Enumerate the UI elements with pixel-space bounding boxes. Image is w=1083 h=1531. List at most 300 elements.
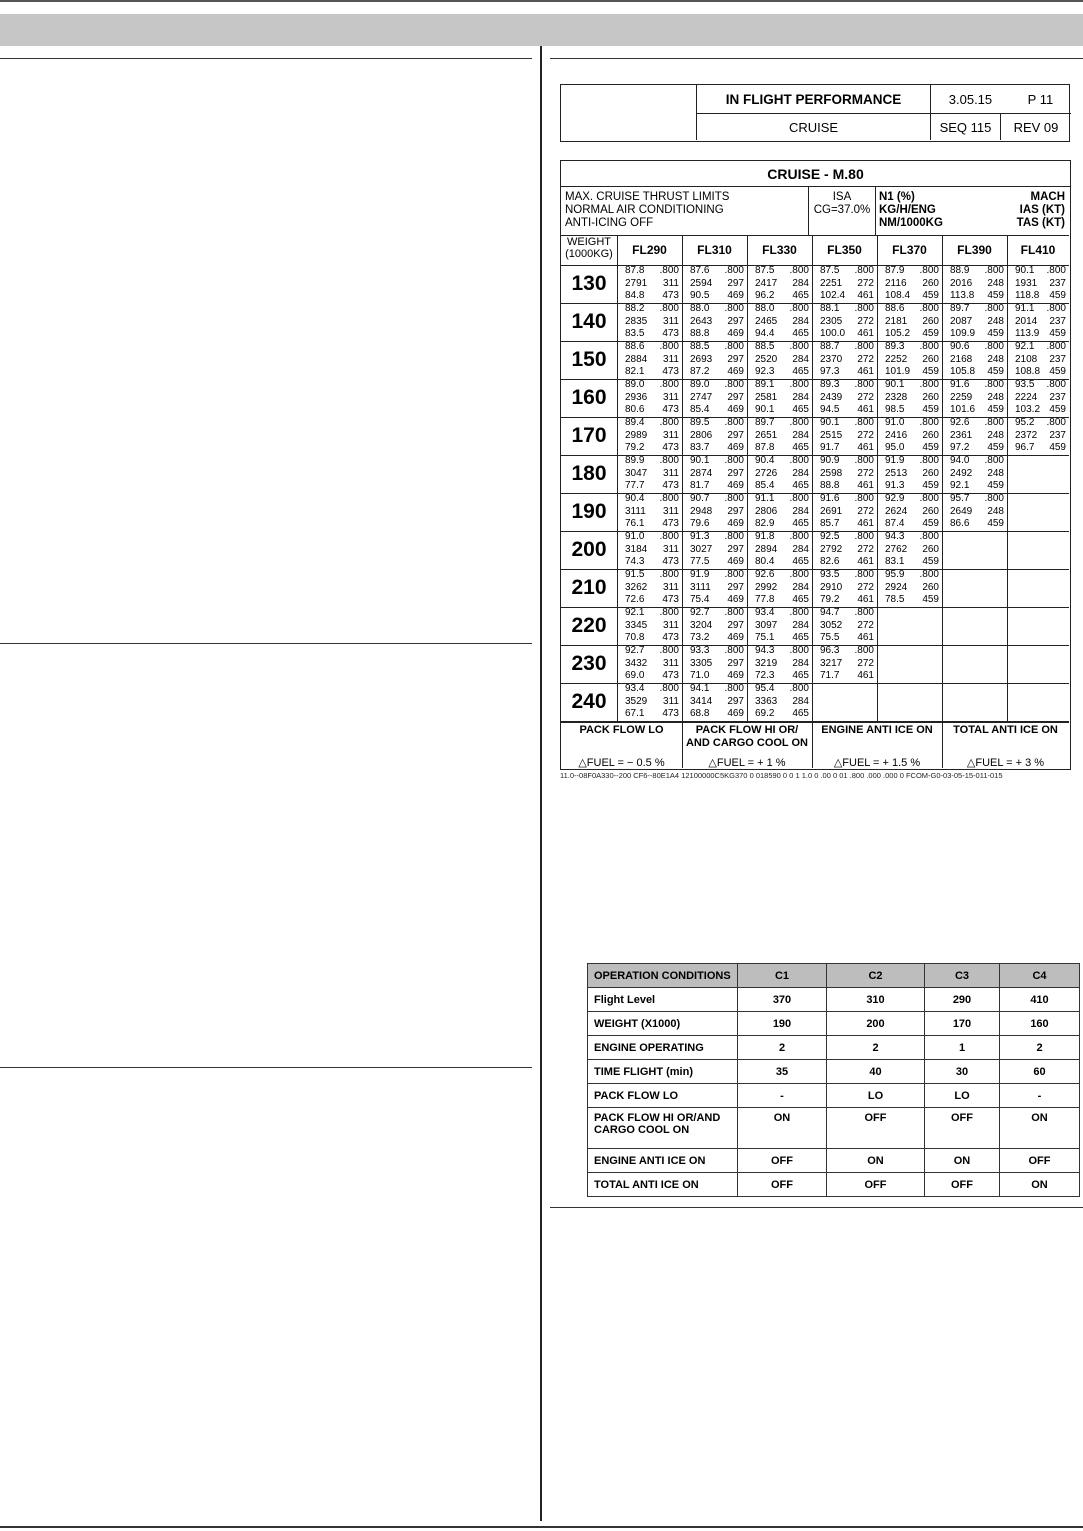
cell-value-right: .800	[789, 379, 809, 390]
op-row-value: ON	[1000, 1173, 1080, 1197]
cell-value-left: 91.7	[820, 442, 840, 454]
performance-cell-line	[690, 683, 744, 696]
performance-cell-line	[885, 278, 939, 291]
performance-cell-line	[625, 290, 679, 303]
cell-value-right: .800	[789, 607, 809, 618]
cell-value-right: 459	[922, 518, 939, 530]
performance-cell-line	[820, 303, 874, 316]
performance-cell-line	[1015, 379, 1066, 392]
cell-value-right: 297	[727, 353, 744, 365]
performance-cell-line	[690, 265, 744, 278]
cell-value-left: 102.4	[820, 290, 846, 302]
cell-value-left: 101.6	[950, 404, 976, 416]
cell-value-left: 96.3	[820, 645, 840, 656]
cell-value-right: 461	[857, 518, 874, 530]
cell-value-left: 2513	[885, 467, 908, 479]
condition-line: NORMAL AIR CONDITIONING	[565, 204, 724, 216]
performance-cell-line	[820, 366, 874, 379]
legend-mach: MACH	[1030, 191, 1065, 203]
weight-value: 230	[571, 652, 607, 675]
cell-value-left: 3345	[625, 619, 648, 631]
cell-value-left: 93.4	[755, 607, 775, 618]
cell-value-left: 89.7	[755, 417, 775, 428]
performance-cell-line	[885, 569, 939, 582]
performance-cell-line	[885, 392, 939, 405]
cell-value-right: 465	[792, 632, 809, 644]
right-rule-2	[550, 1207, 1083, 1208]
cell-value-left: 100.0	[820, 328, 846, 340]
performance-cell-line	[885, 594, 939, 607]
performance-cell	[1007, 341, 1069, 379]
performance-cell	[1007, 265, 1069, 303]
cell-value-left: 2806	[690, 429, 713, 441]
cell-value-right: .800	[659, 493, 679, 504]
cell-value-right: 465	[792, 442, 809, 454]
performance-cell-line	[755, 404, 809, 417]
performance-cell-line	[625, 392, 679, 405]
cell-value-right: .800	[1046, 341, 1066, 352]
performance-cell	[942, 531, 1007, 569]
performance-cell-line	[820, 582, 874, 595]
cell-value-right: .800	[854, 455, 874, 466]
cell-value-left: 3047	[625, 467, 648, 479]
performance-cell-line	[690, 366, 744, 379]
cell-value-left: 94.5	[820, 404, 840, 416]
cell-value-left: 2726	[755, 467, 778, 479]
op-row-value: 370	[738, 988, 827, 1012]
cell-value-left: 2465	[755, 315, 778, 327]
performance-cell-line	[820, 379, 874, 392]
performance-cell-line	[820, 594, 874, 607]
right-rule-1	[550, 58, 1083, 59]
performance-cell-line	[690, 607, 744, 620]
performance-cell-line	[820, 417, 874, 430]
legend-ias: IAS (KT)	[1019, 204, 1065, 216]
cell-value-left: 89.7	[950, 303, 970, 314]
cell-value-right: 284	[792, 277, 809, 289]
cell-value-right: 459	[987, 366, 1004, 378]
cell-value-left: 2792	[820, 543, 843, 555]
cell-value-right: 260	[922, 467, 939, 479]
performance-cell-line	[950, 354, 1004, 367]
cell-value-left: 3027	[690, 543, 713, 555]
performance-cell-line	[755, 544, 809, 557]
cell-value-right: 459	[987, 290, 1004, 302]
cell-value-left: 89.5	[690, 417, 710, 428]
cell-value-left: 90.1	[820, 417, 840, 428]
weight-value: 170	[571, 424, 607, 447]
cell-value-left: 80.4	[755, 556, 775, 568]
cell-value-left: 87.6	[690, 265, 710, 276]
cell-value-right: 248	[987, 505, 1004, 517]
performance-cell-line	[690, 518, 744, 531]
cell-value-left: 88.2	[625, 303, 645, 314]
cell-value-right: .800	[724, 417, 744, 428]
cell-value-left: 101.9	[885, 366, 911, 378]
op-row-value: 2	[1000, 1036, 1080, 1060]
performance-cell-line	[625, 569, 679, 582]
performance-cell-line	[755, 442, 809, 455]
performance-cell-line	[885, 341, 939, 354]
performance-cell	[747, 455, 812, 493]
op-row-label: PACK FLOW HI OR/AND CARGO COOL ON	[588, 1108, 738, 1149]
performance-cell-line	[690, 468, 744, 481]
fuel-correction-cell	[812, 724, 942, 768]
cell-value-right: 248	[987, 429, 1004, 441]
cell-value-left: 3262	[625, 581, 648, 593]
performance-cell	[812, 379, 877, 417]
cell-value-right: .800	[724, 569, 744, 580]
grid-line-h	[561, 721, 1069, 723]
cell-value-right: 469	[727, 556, 744, 568]
cell-value-right: 473	[662, 480, 679, 492]
performance-cell-line	[950, 442, 1004, 455]
cell-value-left: 2884	[625, 353, 648, 365]
cell-value-left: 71.0	[690, 670, 710, 682]
flight-level-header: FL290	[632, 243, 667, 257]
cell-value-left: 2251	[820, 277, 843, 289]
fuel-correction-value: △FUEL = − 0.5 %	[578, 757, 665, 769]
performance-cell-line	[1015, 404, 1066, 417]
legend-specific-range: NM/1000KG	[879, 217, 943, 229]
cell-value-right: 461	[857, 480, 874, 492]
performance-cell	[877, 265, 942, 303]
legend-n1: N1 (%)	[879, 191, 915, 203]
cell-value-left: 87.4	[885, 518, 905, 530]
cell-value-right: 459	[922, 594, 939, 606]
cell-value-left: 103.2	[1015, 404, 1041, 416]
performance-cell-line	[625, 354, 679, 367]
cell-value-left: 105.8	[950, 366, 976, 378]
cell-value-right: 465	[792, 594, 809, 606]
performance-cell-line	[690, 645, 744, 658]
op-row-value: 170	[925, 1012, 1000, 1036]
cruise-conditions	[565, 191, 729, 230]
cell-value-right: .800	[659, 683, 679, 694]
cell-value-right: .800	[919, 569, 939, 580]
header-ref: 3.05.15	[948, 91, 993, 107]
cell-value-left: 2874	[690, 467, 713, 479]
cell-value-right: .800	[854, 341, 874, 352]
performance-cell	[617, 303, 682, 341]
cell-value-left: 90.7	[690, 493, 710, 504]
performance-cell	[1007, 569, 1069, 607]
cell-value-right: 465	[792, 556, 809, 568]
cell-value-right: 469	[727, 594, 744, 606]
cell-value-left: 92.6	[950, 417, 970, 428]
cell-value-right: 469	[727, 404, 744, 416]
performance-cell-line	[755, 392, 809, 405]
cell-value-right: 473	[662, 632, 679, 644]
cell-value-right: 461	[857, 290, 874, 302]
fuel-correction-value: △FUEL = + 3 %	[966, 757, 1045, 769]
cell-value-left: 2224	[1015, 391, 1038, 403]
cell-value-right: 297	[727, 657, 744, 669]
cell-value-left: 80.6	[625, 404, 645, 416]
performance-cell-line	[1015, 278, 1066, 291]
cell-value-right: 272	[857, 505, 874, 517]
performance-cell	[747, 303, 812, 341]
cell-value-left: 93.4	[625, 683, 645, 694]
cell-value-right: 272	[857, 429, 874, 441]
performance-cell-line	[950, 493, 1004, 506]
performance-cell	[812, 645, 877, 683]
performance-cell-line	[885, 531, 939, 544]
op-row-value: LO	[827, 1084, 925, 1108]
cell-value-left: 3204	[690, 619, 713, 631]
performance-cell-line	[755, 468, 809, 481]
performance-cell-line	[1015, 430, 1066, 443]
isa-label: ISA	[832, 191, 852, 203]
op-row-value: 2	[738, 1036, 827, 1060]
cell-value-right: 297	[727, 543, 744, 555]
cell-value-right: .800	[1046, 417, 1066, 428]
legend-left	[879, 191, 943, 230]
performance-cell	[1007, 683, 1069, 721]
cell-value-right: .800	[919, 303, 939, 314]
left-rule-2	[0, 643, 532, 644]
cell-value-left: 88.7	[820, 341, 840, 352]
cell-value-left: 72.6	[625, 594, 645, 606]
op-row-label: PACK FLOW LO	[588, 1084, 738, 1108]
performance-cell-line	[885, 468, 939, 481]
weight-value: 130	[571, 272, 607, 295]
cell-value-left: 88.1	[820, 303, 840, 314]
performance-cell-line	[625, 328, 679, 341]
op-header-case: C2	[827, 964, 925, 988]
cell-value-left: 118.8	[1015, 290, 1040, 302]
cell-value-right: .800	[919, 265, 939, 276]
performance-cell-line	[950, 518, 1004, 531]
performance-cell-line	[820, 328, 874, 341]
performance-cell-line	[690, 594, 744, 607]
performance-cell	[682, 303, 747, 341]
performance-cell	[942, 645, 1007, 683]
performance-cell-line	[625, 316, 679, 329]
op-row-value: 40	[827, 1060, 925, 1084]
cell-value-right: 461	[857, 404, 874, 416]
performance-cell	[1007, 379, 1069, 417]
cell-value-right: .800	[854, 379, 874, 390]
op-row-value: ON	[738, 1108, 827, 1149]
performance-cell-line	[950, 328, 1004, 341]
performance-cell	[1007, 645, 1069, 683]
performance-cell-line	[820, 442, 874, 455]
performance-cell	[1007, 531, 1069, 569]
performance-cell-line	[690, 354, 744, 367]
operation-conditions-table	[587, 963, 1080, 1197]
performance-cell-line	[755, 430, 809, 443]
cell-value-left: 88.6	[625, 341, 645, 352]
performance-cell	[942, 493, 1007, 531]
performance-cell-line	[950, 480, 1004, 493]
cell-value-right: .800	[659, 455, 679, 466]
performance-cell-line	[885, 506, 939, 519]
cell-value-left: 92.7	[690, 607, 710, 618]
cell-value-right: .800	[919, 417, 939, 428]
cell-value-left: 2108	[1015, 353, 1038, 365]
cell-value-right: 473	[662, 670, 679, 682]
cell-value-right: 459	[922, 290, 939, 302]
fuel-correction-value: △FUEL = + 1 %	[708, 757, 786, 769]
cell-value-left: 75.1	[755, 632, 775, 644]
cell-value-left: 84.8	[625, 290, 645, 302]
performance-cell-line	[690, 658, 744, 671]
performance-cell	[682, 417, 747, 455]
performance-cell-line	[820, 493, 874, 506]
cell-value-left: 78.5	[885, 594, 905, 606]
performance-cell-line	[755, 328, 809, 341]
cell-value-right: 248	[987, 353, 1004, 365]
performance-cell-line	[690, 392, 744, 405]
cell-value-left: 3111	[690, 581, 711, 593]
performance-cell-line	[690, 708, 744, 721]
weight-value: 190	[571, 500, 607, 523]
performance-cell	[812, 265, 877, 303]
performance-cell-line	[885, 582, 939, 595]
performance-cell-line	[885, 328, 939, 341]
cell-value-left: 2439	[820, 391, 843, 403]
cell-value-right: .800	[724, 645, 744, 656]
cell-value-right: 465	[792, 404, 809, 416]
cell-value-right: 284	[792, 353, 809, 365]
cell-value-left: 91.6	[950, 379, 970, 390]
cell-value-right: .800	[724, 607, 744, 618]
cell-value-left: 69.0	[625, 670, 645, 682]
performance-cell-line	[625, 582, 679, 595]
performance-cell-line	[625, 417, 679, 430]
performance-cell-line	[1015, 303, 1066, 316]
cell-value-left: 91.6	[820, 493, 840, 504]
cell-value-right: 260	[922, 543, 939, 555]
cell-value-right: 461	[857, 670, 874, 682]
performance-cell-line	[820, 278, 874, 291]
performance-cell-line	[1015, 354, 1066, 367]
cell-value-left: 93.5	[820, 569, 840, 580]
performance-cell-line	[1015, 442, 1066, 455]
cell-value-left: 2492	[950, 467, 973, 479]
performance-cell	[617, 341, 682, 379]
performance-cell-line	[625, 531, 679, 544]
performance-cell-line	[755, 708, 809, 721]
cell-value-left: 2992	[755, 581, 778, 593]
cell-value-right: 465	[792, 480, 809, 492]
performance-cell	[812, 683, 877, 721]
bottom-rule	[0, 1526, 1083, 1528]
cell-value-right: 459	[922, 366, 939, 378]
left-rule-3	[0, 1067, 532, 1068]
performance-cell-line	[690, 556, 744, 569]
performance-cell	[877, 683, 942, 721]
cell-value-left: 109.9	[950, 328, 976, 340]
cell-value-left: 2747	[690, 391, 713, 403]
cell-value-left: 76.1	[625, 518, 645, 530]
performance-cell	[747, 417, 812, 455]
cell-value-left: 2168	[950, 353, 973, 365]
cell-value-left: 108.4	[885, 290, 911, 302]
cell-value-left: 90.1	[885, 379, 905, 390]
performance-cell-line	[950, 366, 1004, 379]
cell-value-left: 85.4	[690, 404, 710, 416]
flight-level-header: FL410	[1020, 243, 1056, 257]
legend-tas: TAS (KT)	[1016, 217, 1065, 229]
performance-cell	[942, 455, 1007, 493]
cell-value-right: 297	[727, 467, 744, 479]
performance-cell-line	[755, 696, 809, 709]
cell-value-right: 459	[1049, 442, 1066, 454]
performance-cell-line	[1015, 341, 1066, 354]
cell-value-right: 311	[663, 391, 679, 403]
performance-cell-line	[950, 290, 1004, 303]
cell-value-right: .800	[919, 341, 939, 352]
cell-value-left: 83.7	[690, 442, 710, 454]
cell-value-right: 469	[727, 518, 744, 530]
cell-value-left: 94.0	[950, 455, 970, 466]
cell-value-left: 98.5	[885, 404, 905, 416]
cell-value-right: .800	[659, 569, 679, 580]
cell-value-right: 297	[727, 581, 744, 593]
cell-value-left: 85.7	[820, 518, 840, 530]
op-row-value: OFF	[738, 1149, 827, 1173]
weight-value: 220	[571, 614, 607, 637]
cell-value-right: 459	[922, 328, 939, 340]
performance-cell-line	[885, 316, 939, 329]
performance-cell-line	[690, 417, 744, 430]
performance-cell	[1007, 417, 1069, 455]
performance-cell-line	[625, 404, 679, 417]
cell-value-left: 82.6	[820, 556, 840, 568]
performance-cell-line	[885, 379, 939, 392]
performance-cell-line	[690, 632, 744, 645]
cell-value-right: 284	[792, 391, 809, 403]
performance-cell-line	[885, 290, 939, 303]
cell-value-right: .800	[984, 493, 1004, 504]
performance-cell-line	[755, 670, 809, 683]
cell-value-right: 272	[857, 581, 874, 593]
cell-value-left: 94.3	[755, 645, 775, 656]
performance-cell	[812, 607, 877, 645]
cell-value-left: 2515	[820, 429, 843, 441]
cell-value-right: 284	[792, 619, 809, 631]
fuel-correction-cell	[942, 724, 1069, 768]
performance-cell-line	[625, 265, 679, 278]
performance-cell-line	[755, 379, 809, 392]
performance-cell-line	[1015, 290, 1066, 303]
cell-value-right: 272	[857, 315, 874, 327]
performance-cell-line	[690, 303, 744, 316]
cruise-table-title: CRUISE - M.80	[561, 161, 1070, 187]
cell-value-left: 95.4	[755, 683, 775, 694]
weight-value: 200	[571, 538, 607, 561]
cell-value-right: .800	[659, 531, 679, 542]
performance-cell	[682, 683, 747, 721]
cell-value-right: .800	[724, 683, 744, 694]
cell-value-right: 284	[792, 695, 809, 707]
cell-value-left: 69.2	[755, 708, 775, 720]
cell-value-right: 237	[1049, 391, 1066, 403]
cell-value-left: 2361	[950, 429, 973, 441]
cell-value-left: 95.2	[1015, 417, 1035, 428]
performance-cell-line	[625, 696, 679, 709]
cell-value-left: 113.9	[1015, 328, 1040, 340]
performance-cell-line	[885, 556, 939, 569]
performance-cell-line	[690, 582, 744, 595]
cell-value-right: 284	[792, 467, 809, 479]
performance-cell-line	[950, 506, 1004, 519]
header-ref-page	[931, 85, 1071, 114]
cell-value-left: 3217	[820, 657, 843, 669]
performance-cell-line	[690, 696, 744, 709]
